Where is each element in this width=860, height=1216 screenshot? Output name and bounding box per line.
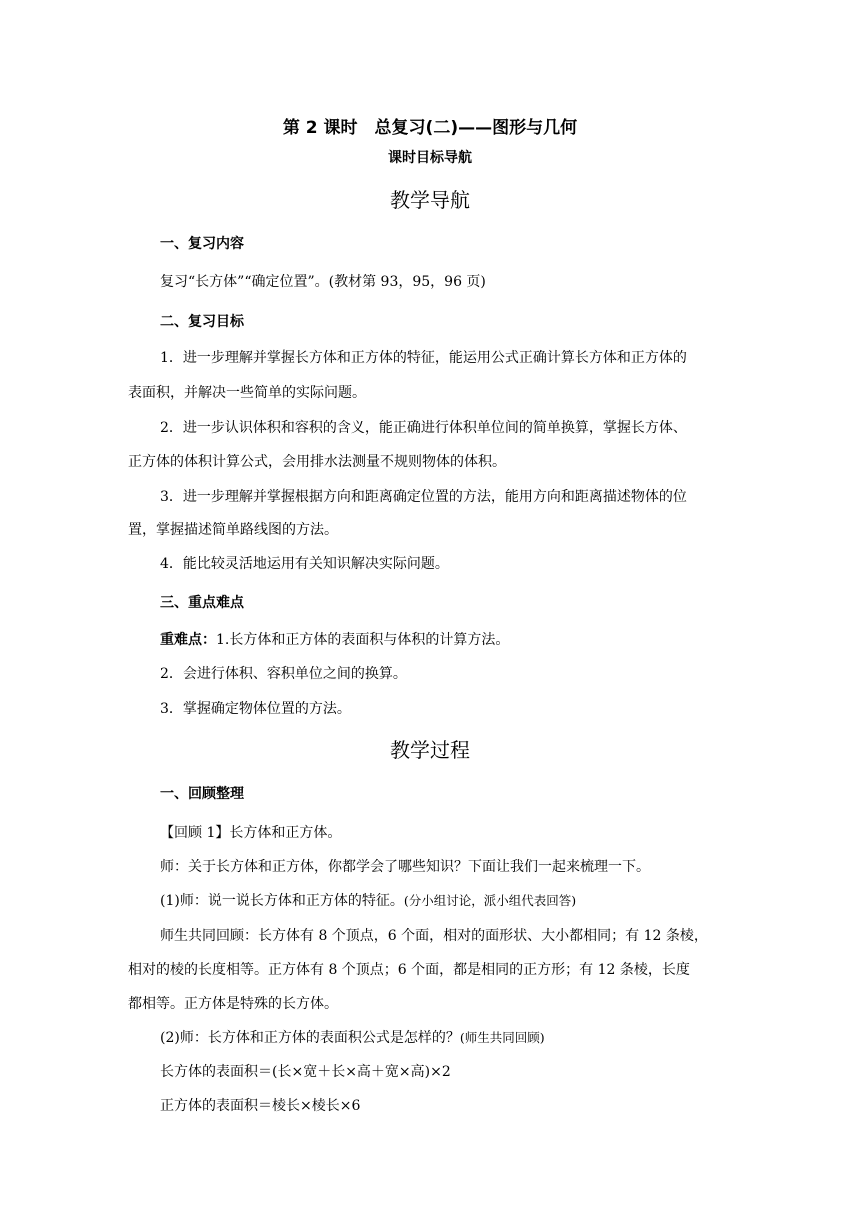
review-goals-heading: 二、复习目标 [160, 314, 244, 330]
key-point-1-text: 1.长方体和正方体的表面积与体积的计算方法。 [216, 632, 510, 648]
goal-1-line-1: 1．进一步理解并掌握长方体和正方体的特征，能运用公式正确计算长方体和正方体的 [160, 350, 687, 366]
goal-4: 4．能比较灵活地运用有关知识解决实际问题。 [160, 556, 449, 572]
teacher-intro: 师：关于长方体和正方体，你都学会了哪些知识？下面让我们一起来梳理一下。 [160, 859, 650, 875]
formula-cube-surface: 正方体的表面积＝棱长×棱长×6 [160, 1098, 361, 1114]
question-2-note: (师生共同回顾) [459, 1030, 545, 1045]
key-points-label: 重难点： [160, 632, 216, 648]
question-2-text: (2)师：长方体和正方体的表面积公式是怎样的？ [160, 1030, 460, 1046]
goal-2-line-2: 正方体的体积计算公式，会用排水法测量不规则物体的体积。 [128, 454, 506, 470]
key-point-2: 2．会进行体积、容积单位之间的换算。 [160, 666, 407, 682]
review-content-text: 复习“长方体”“确定位置”。(教材第 93，95，96 页) [160, 274, 486, 290]
teaching-nav-title: 教学导航 [390, 188, 470, 212]
goal-1-line-2: 表面积，并解决一些简单的实际问题。 [128, 385, 366, 401]
formula-cuboid-surface: 长方体的表面积＝(长×宽＋长×高＋宽×高)×2 [160, 1064, 451, 1080]
goal-3-line-2: 置，掌握描述简单路线图的方法。 [128, 522, 338, 538]
question-1-text: (1)师：说一说长方体和正方体的特征。 [160, 893, 404, 909]
goal-2-line-1: 2．进一步认识体积和容积的含义，能正确进行体积单位间的简单换算，掌握长方体、 [160, 420, 687, 436]
goal-3-line-1: 3．进一步理解并掌握根据方向和距离确定位置的方法，能用方向和距离描述物体的位 [160, 489, 687, 505]
review-content-heading: 一、复习内容 [160, 236, 244, 252]
review-1-label: 【回顾 1】长方体和正方体。 [160, 825, 342, 841]
key-points-heading: 三、重点难点 [160, 595, 244, 611]
key-point-1 [160, 629, 509, 649]
question-2 [160, 1027, 545, 1047]
lesson-title: 第 2 课时 总复习(二)——图形与几何 [282, 118, 578, 138]
lesson-goal-nav-title: 课时目标导航 [388, 150, 472, 166]
answer-line-1: 师生共同回顾：长方体有 8 个顶点，6 个面，相对的面形状、大小都相同；有 12 条棱， [160, 928, 708, 944]
question-1 [160, 890, 576, 910]
teaching-process-title: 教学过程 [390, 738, 470, 762]
key-point-3: 3．掌握确定物体位置的方法。 [160, 701, 351, 717]
answer-line-2: 相对的棱的长度相等。正方体有 8 个顶点；6 个面，都是相同的正方形；有 12 条棱，长度 [128, 962, 690, 978]
answer-line-3: 都相等。正方体是特殊的长方体。 [128, 996, 338, 1012]
question-1-note: (分小组讨论，派小组代表回答) [403, 893, 577, 908]
review-heading: 一、回顾整理 [160, 786, 244, 802]
